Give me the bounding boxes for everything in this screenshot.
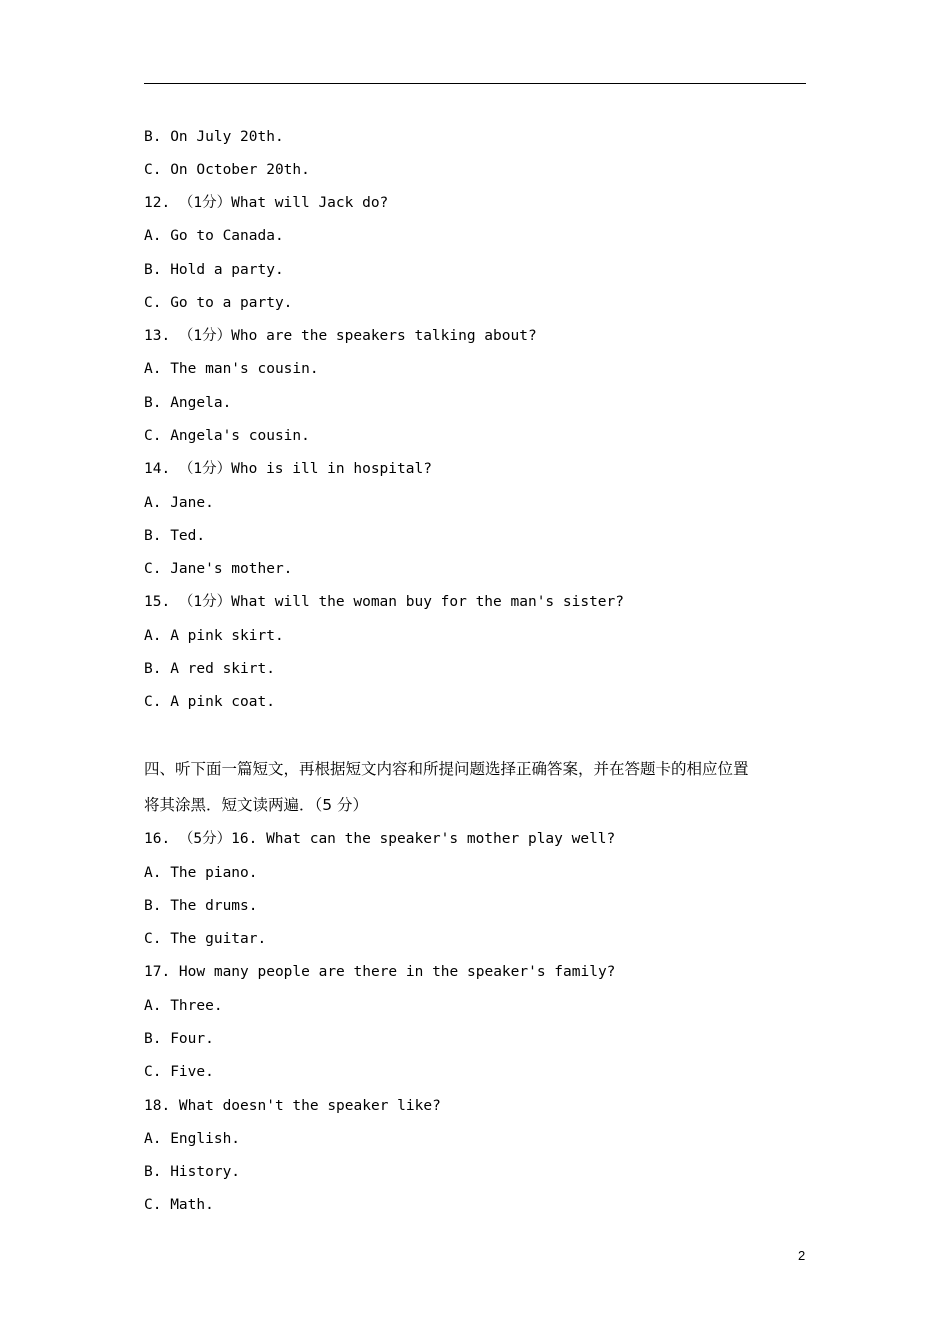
option-c-q11: C. On October 20th. xyxy=(144,162,310,178)
option-c-q16: C. The guitar. xyxy=(144,931,267,947)
question-14: 14. （1分）Who is ill in hospital? xyxy=(144,461,432,477)
option-b-q17: B. Four. xyxy=(144,1031,214,1047)
question-17: 17. How many people are there in the speaker's family? xyxy=(144,964,616,980)
page-number: 2 xyxy=(798,1248,806,1263)
question-18: 18. What doesn't the speaker like? xyxy=(144,1098,441,1114)
option-a-q18: A. English. xyxy=(144,1131,241,1147)
section-4-instructions-line1: 四、听下面一篇短文，再根据短文内容和所提问题选择正确答案，并在答题卡的相应位置 xyxy=(144,760,749,778)
option-c-q18: C. Math. xyxy=(144,1197,214,1213)
option-b-q11: B. On July 20th. xyxy=(144,129,284,145)
option-b-q16: B. The drums. xyxy=(144,898,258,914)
section-4-instructions-line2: 将其涂黑．短文读两遍．（5 分） xyxy=(144,796,369,814)
question-15: 15. （1分）What will the woman buy for the man's sister? xyxy=(144,594,624,610)
option-b-q14: B. Ted. xyxy=(144,528,206,544)
option-c-q14: C. Jane's mother. xyxy=(144,561,293,577)
option-a-q12: A. Go to Canada. xyxy=(144,228,284,244)
question-12: 12. （1分）What will Jack do? xyxy=(144,195,389,211)
option-a-q13: A. The man's cousin. xyxy=(144,361,319,377)
question-13: 13. （1分）Who are the speakers talking about? xyxy=(144,328,537,344)
option-a-q16: A. The piano. xyxy=(144,865,258,881)
option-c-q17: C. Five. xyxy=(144,1064,214,1080)
option-a-q14: A. Jane. xyxy=(144,495,214,511)
option-a-q15: A. A pink skirt. xyxy=(144,628,284,644)
option-b-q13: B. Angela. xyxy=(144,395,232,411)
option-c-q13: C. Angela's cousin. xyxy=(144,428,310,444)
option-c-q15: C. A pink coat. xyxy=(144,694,275,710)
option-b-q18: B. History. xyxy=(144,1164,241,1180)
option-b-q12: B. Hold a party. xyxy=(144,262,284,278)
option-b-q15: B. A red skirt. xyxy=(144,661,275,677)
option-a-q17: A. Three. xyxy=(144,998,223,1014)
option-c-q12: C. Go to a party. xyxy=(144,295,293,311)
header-rule xyxy=(144,83,806,84)
question-16: 16. （5分）16. What can the speaker's mother play well? xyxy=(144,831,616,847)
